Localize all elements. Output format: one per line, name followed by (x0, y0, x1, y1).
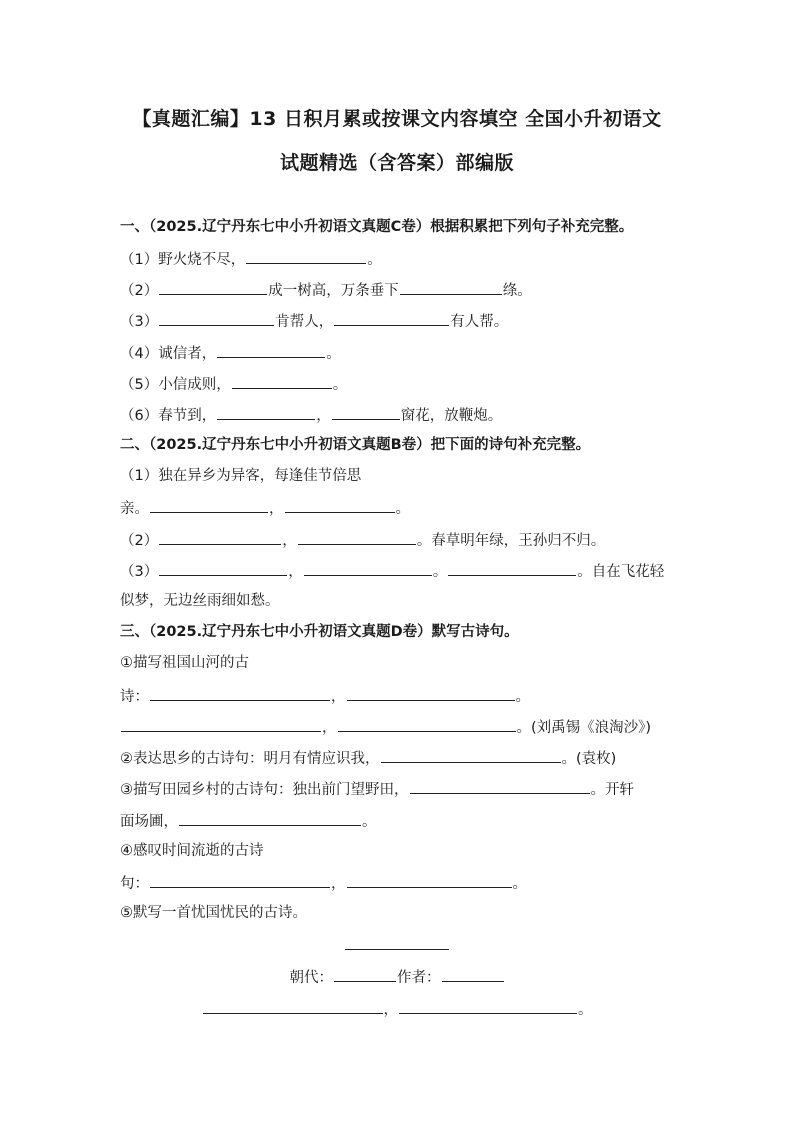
q1-item4-text: （4）诚信者， (120, 346, 217, 362)
answer-blank[interactable] (150, 872, 330, 888)
answer-blank[interactable] (332, 404, 400, 420)
answer-blank[interactable] (285, 497, 395, 513)
q1-item6-end: 窗花，放鞭炮。 (400, 408, 503, 424)
answer-blank[interactable] (203, 998, 383, 1014)
author-label: 作者： (397, 970, 441, 986)
q1-item1 (120, 248, 382, 270)
q1-item3-text: 肯帮人， (275, 314, 334, 330)
answer-blank[interactable] (159, 560, 287, 576)
answer-blank[interactable] (399, 998, 577, 1014)
poem-lines-row (0, 998, 794, 1019)
q1-item2 (120, 279, 532, 301)
q3-item4-line1: ④感叹时间流逝的古诗 (120, 843, 264, 859)
poem-title-blank[interactable] (345, 934, 449, 950)
q2-item1-cont: 亲。 (120, 501, 149, 517)
page-title-line1: 【真题汇编】13 日积月累或按课文内容填空 全国小升初语文 (132, 108, 662, 130)
q2-item3-text: 。自在飞花轻 (577, 564, 665, 580)
answer-blank[interactable] (159, 279, 267, 295)
q3-item2 (120, 747, 616, 769)
q2-item3-sep2: 。 (432, 564, 448, 580)
q1-item5-end: 。 (332, 377, 348, 393)
q3-item1-label: 诗： (120, 689, 149, 705)
q1-item3 (120, 310, 508, 332)
q3-item3-line1 (120, 778, 634, 800)
q1-item4 (120, 342, 341, 364)
q1-item2-num: （2） (120, 283, 159, 299)
section1-heading: 一、（2025.辽宁丹东七中小升初语文真题C卷）根据积累把下列句子补充完整。 (120, 219, 634, 235)
q2-item1-line2 (120, 497, 410, 519)
q2-item2 (120, 529, 605, 551)
q2-item2-sep: ， (282, 533, 297, 549)
q2-item3-line2: 似梦，无边丝雨细如愁。 (120, 593, 280, 609)
answer-blank[interactable] (159, 310, 274, 326)
q3-item1-sep2: ， (322, 720, 337, 736)
q1-item2-end: 绦。 (502, 283, 532, 299)
q3-item4-end: 。 (512, 876, 527, 892)
q1-item3-num: （3） (120, 314, 159, 330)
q1-item6-text: （6）春节到， (120, 408, 217, 424)
q2-item1-end: 。 (395, 501, 410, 517)
poem-meta-row (0, 966, 794, 987)
q1-item6-sep: ， (316, 408, 331, 424)
answer-blank[interactable] (347, 872, 512, 888)
q1-item1-text: （1）野火烧不尽， (120, 252, 246, 268)
answer-blank[interactable] (159, 529, 281, 545)
q3-item3-cont: 面场圃， (120, 814, 178, 830)
q2-item2-end: 。春草明年绿，王孙归不归。 (416, 533, 606, 549)
q2-item3-line1 (120, 560, 664, 582)
section2-heading: 二、（2025.辽宁丹东七中小升初语文真题B卷）把下面的诗句补充完整。 (120, 437, 591, 453)
answer-blank[interactable] (150, 685, 330, 701)
answer-blank[interactable] (298, 529, 416, 545)
q2-item1-sep: ， (269, 501, 284, 517)
poem-sep: ， (383, 1002, 398, 1018)
q3-item3-text: ③描写田园乡村的古诗句：独出前门望野田， (120, 782, 409, 798)
q3-item4-line2 (120, 872, 527, 894)
q3-item1-line1: ①描写祖国山河的古 (120, 655, 249, 671)
answer-blank[interactable] (232, 373, 332, 389)
q1-item5-text: （5）小信成则， (120, 377, 231, 393)
q3-item1-end: 。 (515, 689, 530, 705)
q1-item2-text: 成一树高，万条垂下 (268, 283, 399, 299)
answer-blank[interactable] (410, 778, 590, 794)
page-title-line2: 试题精选（含答案）部编版 (279, 152, 514, 174)
answer-blank[interactable] (347, 685, 515, 701)
answer-blank[interactable] (304, 560, 432, 576)
answer-blank[interactable] (448, 560, 576, 576)
answer-blank[interactable] (150, 497, 268, 513)
q2-item3-sep: ， (288, 564, 303, 580)
q3-item1-sep: ， (331, 689, 346, 705)
answer-blank[interactable] (217, 342, 325, 358)
q3-item3-line2 (120, 810, 377, 832)
q3-item4-label: 句： (120, 876, 149, 892)
q3-item1-line2 (120, 685, 530, 707)
dynasty-label: 朝代： (289, 970, 333, 986)
q2-item3-num: （3） (120, 564, 159, 580)
answer-blank[interactable] (334, 310, 449, 326)
author-blank[interactable] (442, 966, 504, 982)
answer-blank[interactable] (381, 747, 561, 763)
q3-item3-end: 。 (362, 814, 377, 830)
answer-blank[interactable] (217, 404, 315, 420)
q1-item6 (120, 404, 502, 426)
q2-item1-line1: （1）独在异乡为异客，每逢佳节倍思 (120, 468, 362, 484)
dynasty-blank[interactable] (334, 966, 396, 982)
q2-item2-num: （2） (120, 533, 159, 549)
poem-title-blank-row (0, 934, 794, 954)
answer-blank[interactable] (121, 716, 321, 732)
q1-item1-end: 。 (367, 252, 382, 268)
section3-heading: 三、（2025.辽宁丹东七中小升初语文真题D卷）默写古诗句。 (120, 624, 519, 640)
poem-end: 。 (578, 1002, 593, 1018)
answer-blank[interactable] (246, 248, 366, 264)
q3-item4-sep: ， (331, 876, 346, 892)
q3-item1-source: 。(刘禹锡《浪淘沙》) (516, 720, 652, 736)
q3-item3-text2: 。开轩 (590, 782, 634, 798)
answer-blank[interactable] (338, 716, 516, 732)
q1-item4-end: 。 (326, 346, 341, 362)
q1-item3-end: 有人帮。 (450, 314, 509, 330)
q3-item2-text: ②表达思乡的古诗句：明月有情应识我， (120, 751, 380, 767)
answer-blank[interactable] (400, 279, 502, 295)
q3-item2-source: 。(袁枚) (561, 751, 617, 767)
q1-item5 (120, 373, 347, 395)
q3-item5: ⑤默写一首忧国忧民的古诗。 (120, 905, 307, 921)
q3-item1-line3 (120, 716, 651, 738)
answer-blank[interactable] (179, 810, 361, 826)
